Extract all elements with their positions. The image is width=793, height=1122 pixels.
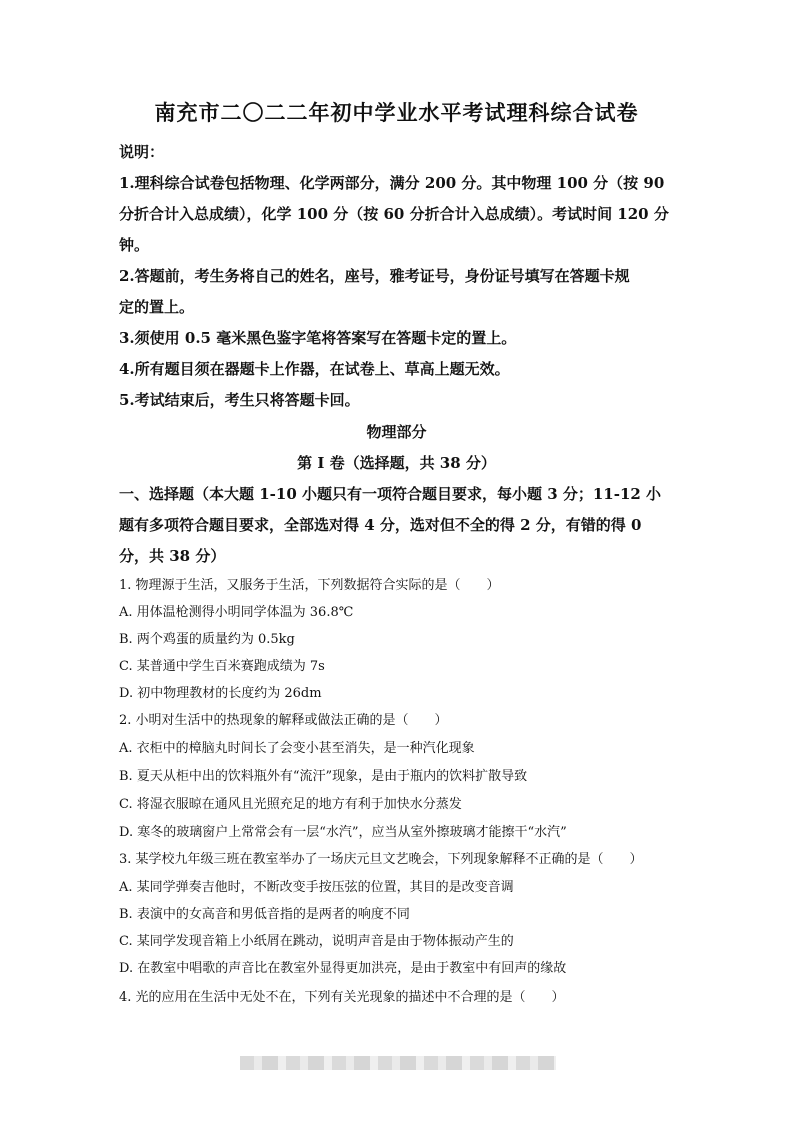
instruction-line: 分折合计入总成绩），化学 100 分（按 60 分折合计入总成绩）。考试时间 120 分 [119, 205, 669, 223]
section-part-title: 物理部分 [366, 423, 427, 441]
question-option: C. 某同学发现音箱上小纸屑在跳动，说明声音是由于物体振动产生的 [119, 934, 514, 949]
question-option: C. 将湿衣服晾在通风且光照充足的地方有利于加快水分蒸发 [119, 797, 462, 812]
question-stem: 4. 光的应用在生活中无处不在，下列有关光现象的描述中不合理的是（ ） [119, 990, 565, 1005]
question-option: A. 衣柜中的樟脑丸时间长了会变小甚至消失，是一种汽化现象 [119, 741, 475, 756]
question-option: A. 用体温枪测得小明同学体温为 36.8℃ [119, 605, 354, 620]
instruction-line: 5.考试结束后，考生只将答题卡回。 [119, 391, 360, 409]
instruction-line: 3.须使用 0.5 毫米黑色鉴字笔将答案写在答题卡定的置上。 [119, 329, 517, 347]
question-stem: 1. 物理源于生活，又服务于生活，下列数据符合实际的是（ ） [119, 578, 500, 593]
blurred-footer-watermark [240, 1056, 556, 1070]
instructions-heading: 说明： [119, 143, 165, 161]
question-option: D. 在教室中唱歌的声音比在教室外显得更加洪亮，是由于教室中有回声的缘故 [119, 961, 567, 976]
instruction-line: 2.答题前，考生务将自己的姓名，座号，雅考证号，身份证号填写在答题卡规 [119, 267, 630, 285]
section-heading-line: 分，共 38 分） [119, 547, 226, 565]
instruction-line: 1.理科综合试卷包括物理、化学两部分，满分 200 分。其中物理 100 分（按 90 [119, 174, 665, 192]
question-option: B. 两个鸡蛋的质量约为 0.5kg [119, 632, 295, 647]
question-option: B. 夏天从柜中出的饮料瓶外有“流汗”现象，是由于瓶内的饮料扩散导致 [119, 769, 528, 784]
section-heading-line: 一、选择题（本大题 1-10 小题只有一项符合题目要求，每小题 3 分；11-12 小 [119, 485, 662, 503]
question-option: B. 表演中的女高音和男低音指的是两者的响度不同 [119, 907, 410, 922]
question-stem: 2. 小明对生活中的热现象的解释或做法正确的是（ ） [119, 713, 448, 728]
question-option: D. 初中物理教材的长度约为 26dm [119, 686, 322, 701]
instruction-line: 钟。 [119, 236, 150, 254]
question-stem: 3. 某学校九年级三班在教室举办了一场庆元旦文艺晚会，下列现象解释不正确的是（ ） [119, 852, 643, 867]
page-title: 南充市二〇二二年初中学业水平考试理科综合试卷 [154, 100, 639, 125]
instruction-line: 定的置上。 [119, 298, 195, 316]
question-option: D. 寒冬的玻璃窗户上常常会有一层“水汽”，应当从室外擦玻璃才能擦干“水汽” [119, 825, 567, 840]
section-heading-line: 题有多项符合题目要求，全部选对得 4 分，选对但不全的得 2 分，有错的得 0 [119, 516, 642, 534]
question-option: A. 某同学弹奏吉他时，不断改变手按压弦的位置，其目的是改变音调 [119, 880, 514, 895]
instruction-line: 4.所有题目须在器题卡上作器，在试卷上、草高上题无效。 [119, 360, 510, 378]
section-volume-title: 第 I 卷（选择题，共 38 分） [297, 454, 496, 472]
question-option: C. 某普通中学生百米赛跑成绩为 7s [119, 659, 325, 674]
